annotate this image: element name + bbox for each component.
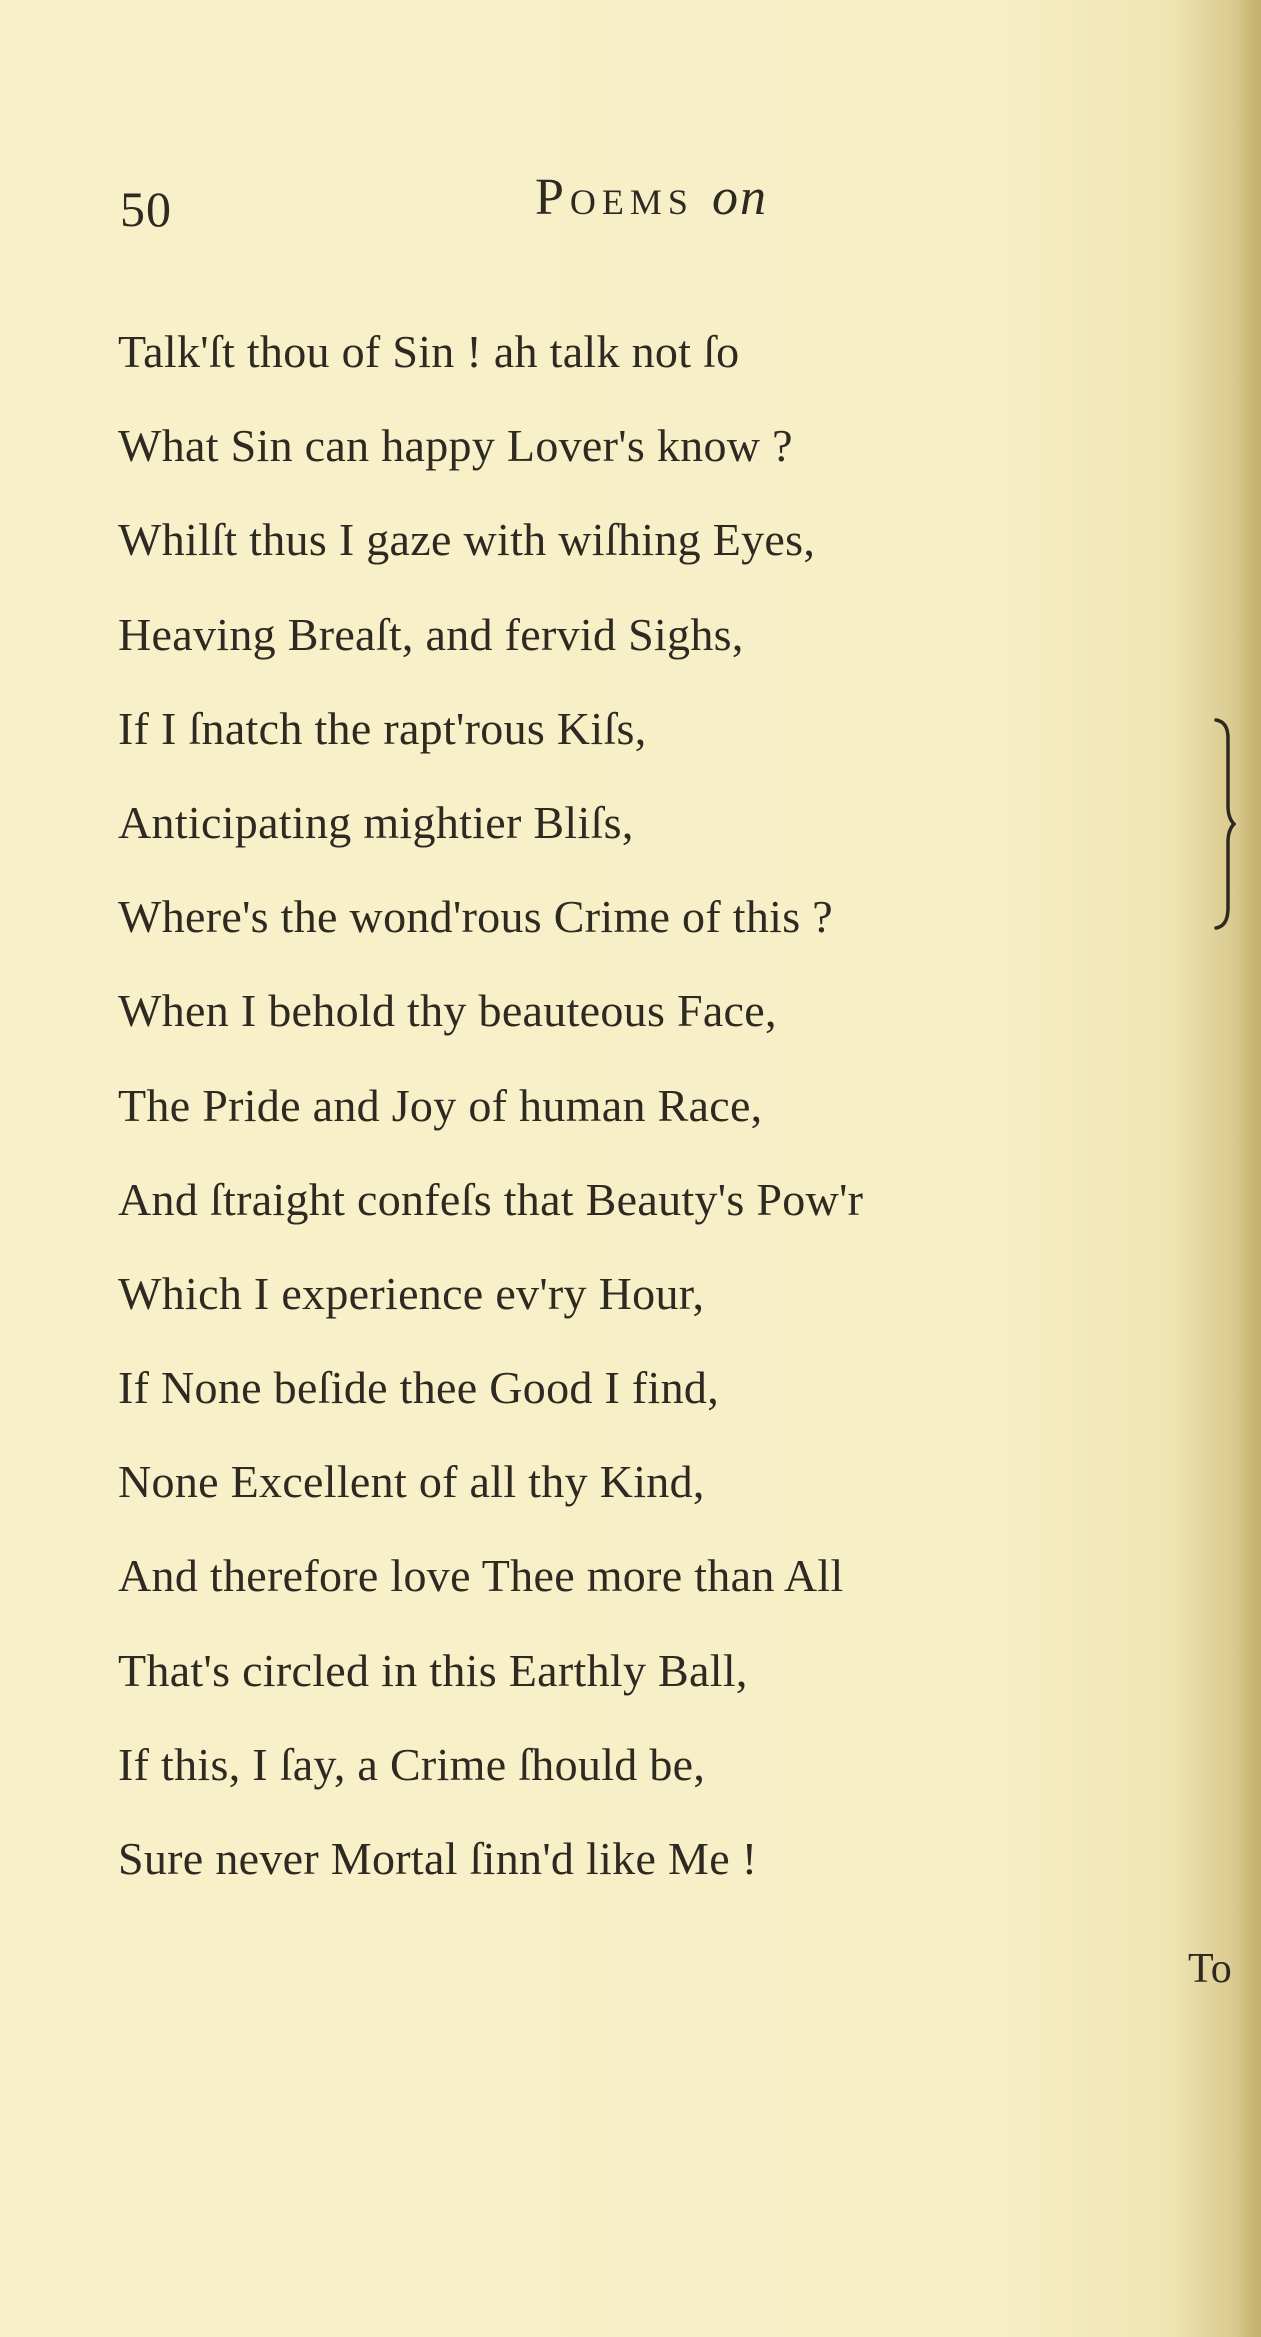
poem-body [118,305,1078,1906]
poem-line: Heaving Breaſt, and fervid Sighs, [118,608,744,660]
catchword: To [1188,1946,1232,1992]
page-number: 50 [120,181,172,237]
running-head-title: Poems [535,169,694,226]
poem-line: Which I experience ev'ry Hour, [118,1267,705,1319]
poem-line: When I behold thy beauteous Face, [118,985,777,1037]
poem-line: Talk'ſt thou of Sin ! ah talk not ſo [118,326,740,377]
poem-line: Sure never Mortal ſinn'd like Me ! [118,1833,758,1884]
poem-line: Whilſt thus I gaze with wiſhing Eyes, [118,514,816,566]
poem-line: If I ſnatch the rapt'rous Kiſs, [118,702,647,754]
poem-line: If None beſide thee Good I find, [118,1362,720,1414]
poem-line: Where's the wond'rous Crime of this ? [118,891,833,943]
poem-line: That's circled in this Earthly Ball, [118,1644,748,1696]
poem-line: If this, I ſay, a Crime ſhould be, [118,1738,706,1790]
poem-line: Anticipating mightier Bliſs, [118,796,634,848]
poem-line: The Pride and Joy of human Race, [118,1079,763,1131]
poem-line: What Sin can happy Lover's know ? [118,420,793,472]
brace-mark [1212,718,1236,930]
poem-line: And therefore love Thee more than All [118,1550,844,1602]
running-head-italic: on [711,169,768,226]
running-head [535,168,768,227]
poem-line: None Excellent of all thy Kind, [118,1456,705,1508]
poem-line: And ſtraight confeſs that Beauty's Pow'r [118,1173,864,1225]
